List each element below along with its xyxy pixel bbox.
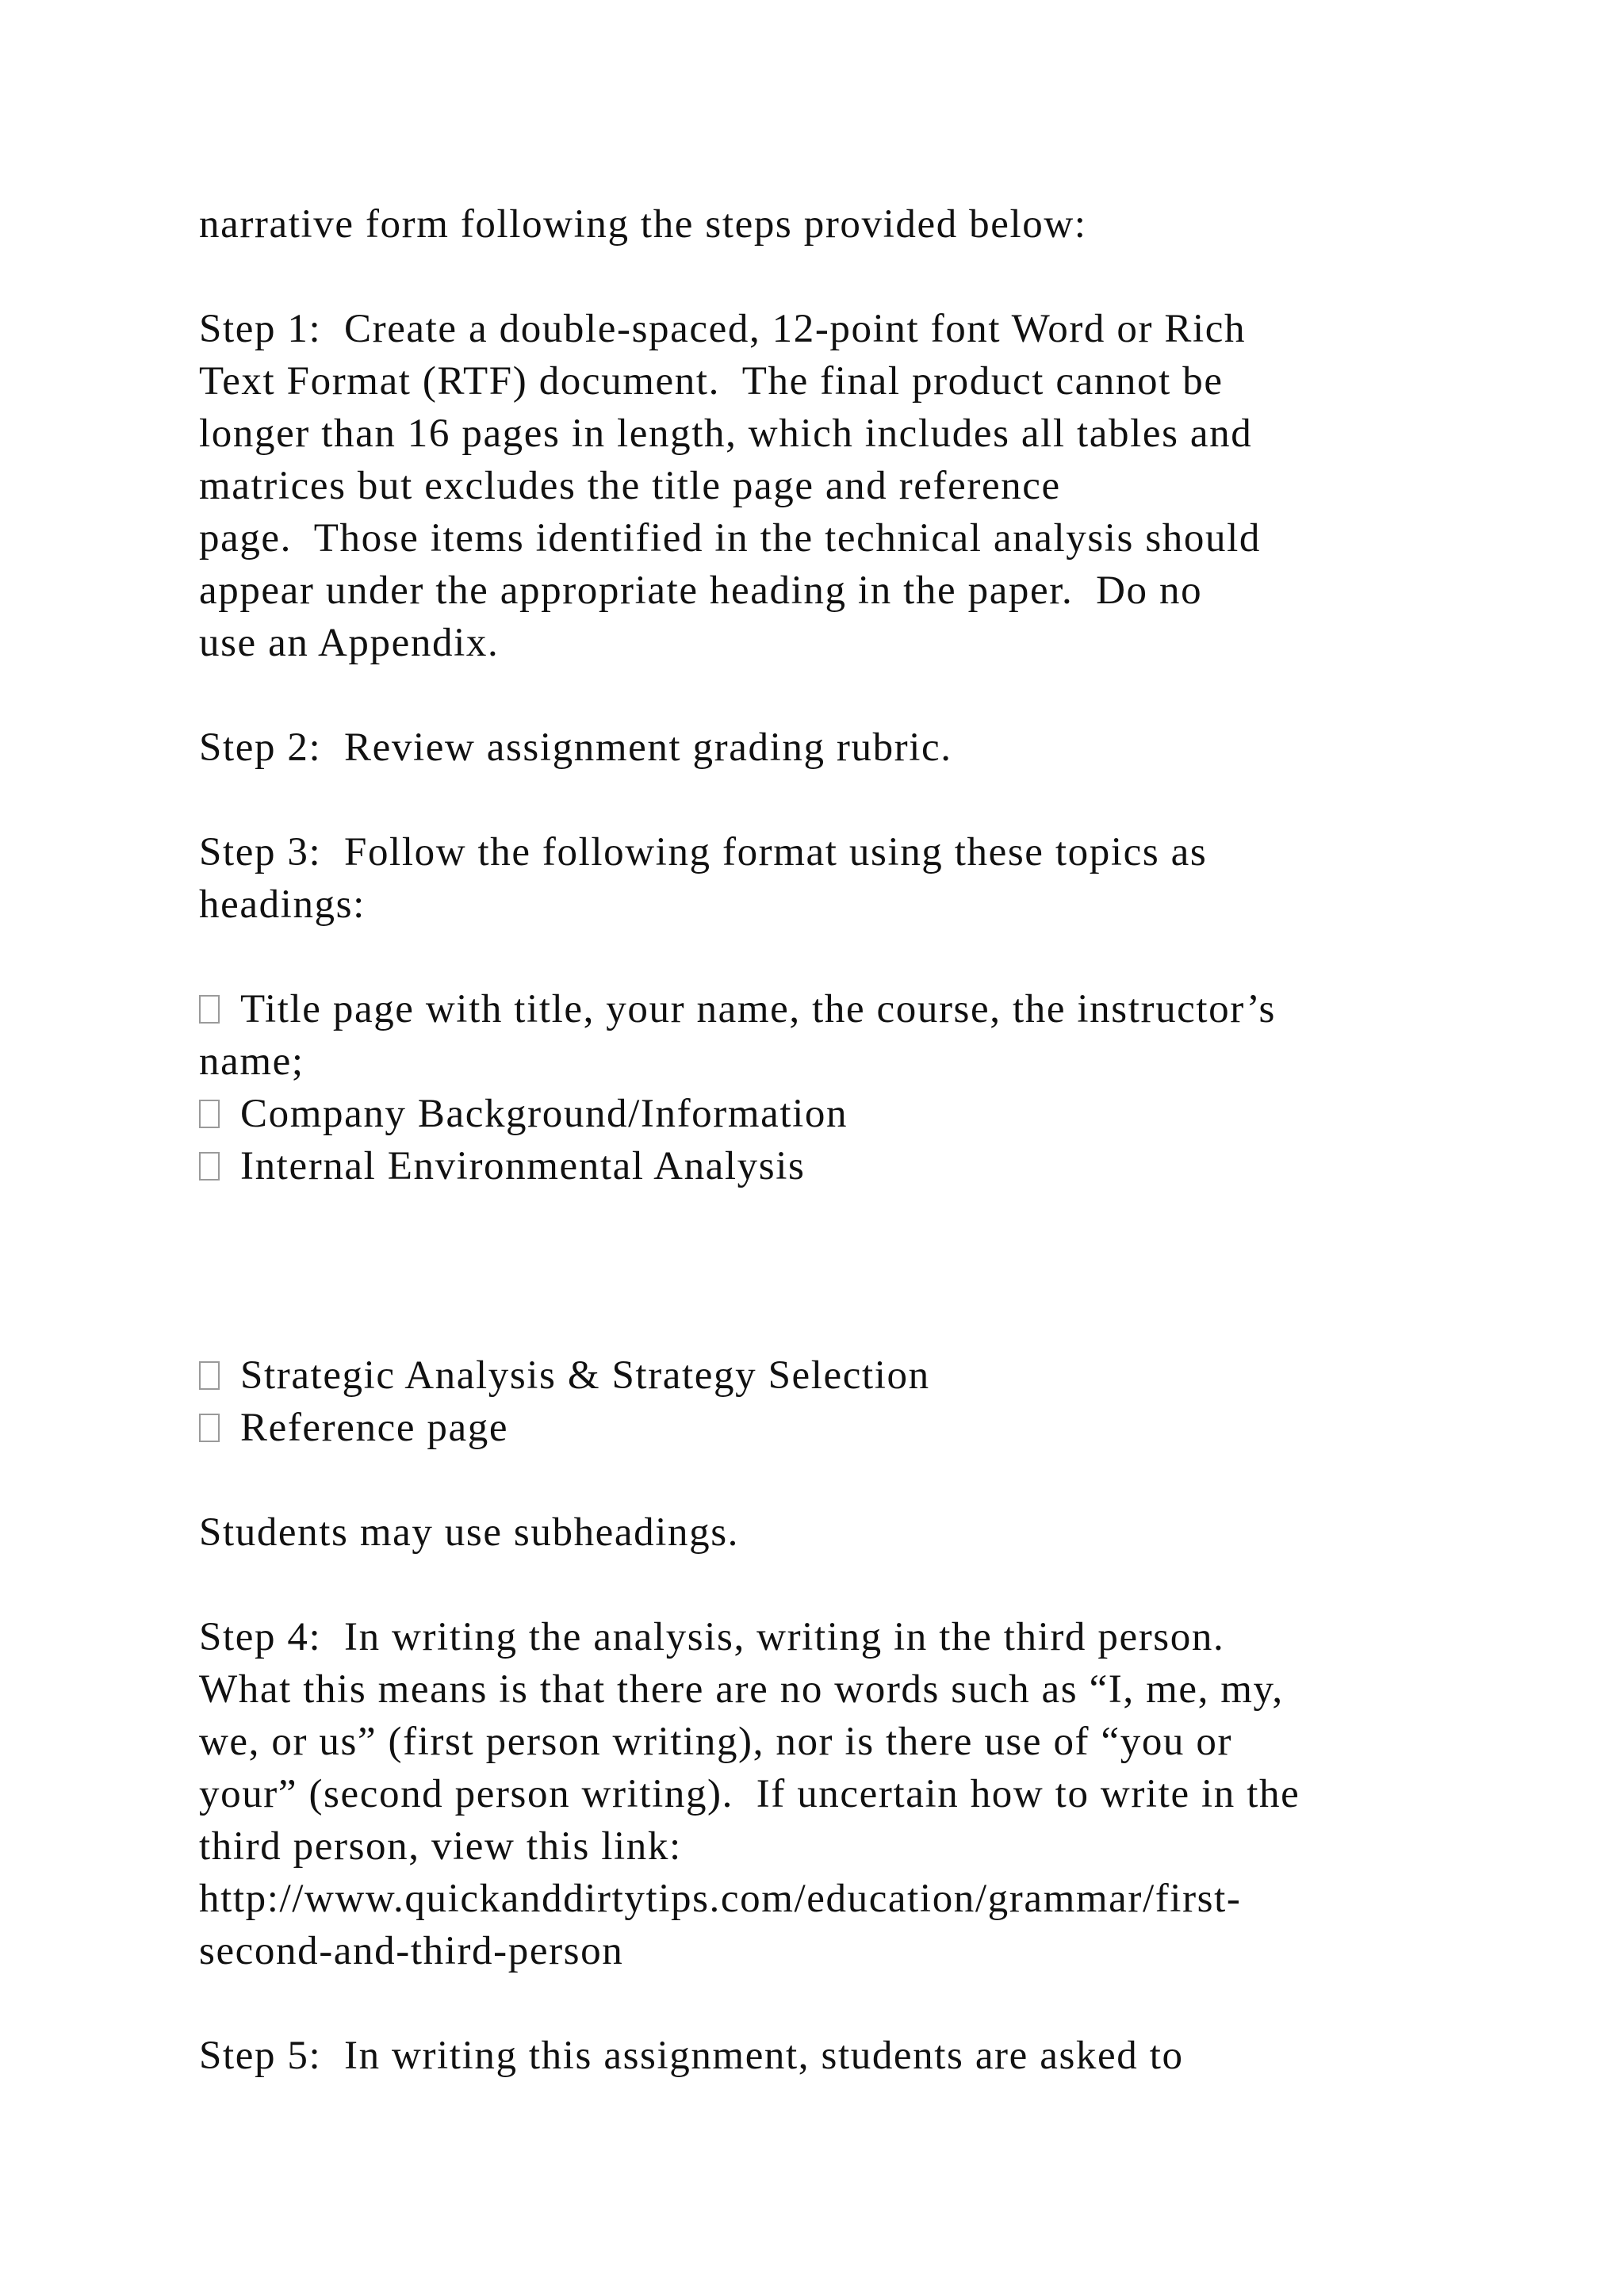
step4-link-line-1: http://www.quickanddirtytips.com/education/grammar/first- [199,1877,1242,1921]
step4-line-4: your” (second person writing). If uncertain how to write in the [199,1772,1300,1816]
step3-line-2: headings: [199,882,366,927]
bullet-box-icon [199,1152,220,1181]
step4-link-line-2: second-and-third-person [199,1929,624,1973]
subheadings-line: Students may use subheadings. [199,1510,740,1555]
bullet-reference-page-text: Reference page [240,1406,509,1450]
bullet-box-icon [199,1100,220,1128]
step4-line-2: What this means is that there are no words such as “I, me, my, [199,1667,1284,1712]
intro-line: narrative form following the steps provided below: [199,202,1087,247]
step1-line-7: use an Appendix. [199,621,500,665]
step2-line: Step 2: Review assignment grading rubric. [199,725,952,770]
step4-line-3: we, or us” (first person writing), nor is there use of “you or [199,1720,1233,1764]
bullet-company-background-text: Company Background/Information [240,1092,848,1136]
bullet-box-icon [199,1414,220,1442]
bullet-internal-analysis-text: Internal Environmental Analysis [240,1144,806,1188]
bullet-strategic-analysis-text: Strategic Analysis & Strategy Selection [240,1353,930,1398]
step1-line-2: Text Format (RTF) document. The final product cannot be [199,359,1224,404]
bullet-internal-analysis [199,1140,805,1192]
bullet-title-page [199,983,1276,1035]
step5-line: Step 5: In writing this assignment, students are asked to [199,2034,1184,2078]
bullet-reference-page [199,1402,508,1454]
bullet-box-icon [199,995,220,1024]
bullet-strategic-analysis [199,1349,930,1402]
step1-line-5: page. Those items identified in the technical analysis should [199,516,1261,561]
step1-line-1: Step 1: Create a double-spaced, 12-point font Word or Rich [199,307,1247,351]
step4-line-1: Step 4: In writing the analysis, writing in the third person. [199,1615,1225,1659]
bullet-box-icon [199,1361,220,1390]
step1-line-4: matrices but excludes the title page and reference [199,464,1061,508]
step1-line-3: longer than 16 pages in length, which includes all tables and [199,411,1253,456]
step1-line-6: appear under the appropriate heading in the paper. Do no [199,568,1203,613]
step4-line-5: third person, view this link: [199,1824,682,1869]
bullet-company-background [199,1088,848,1140]
bullet-title-page-text: Title page with title, your name, the course, the instructor’s [240,987,1276,1031]
bullet-title-page-wrap: name; [199,1039,304,1084]
step3-line-1: Step 3: Follow the following format using these topics as [199,830,1208,874]
